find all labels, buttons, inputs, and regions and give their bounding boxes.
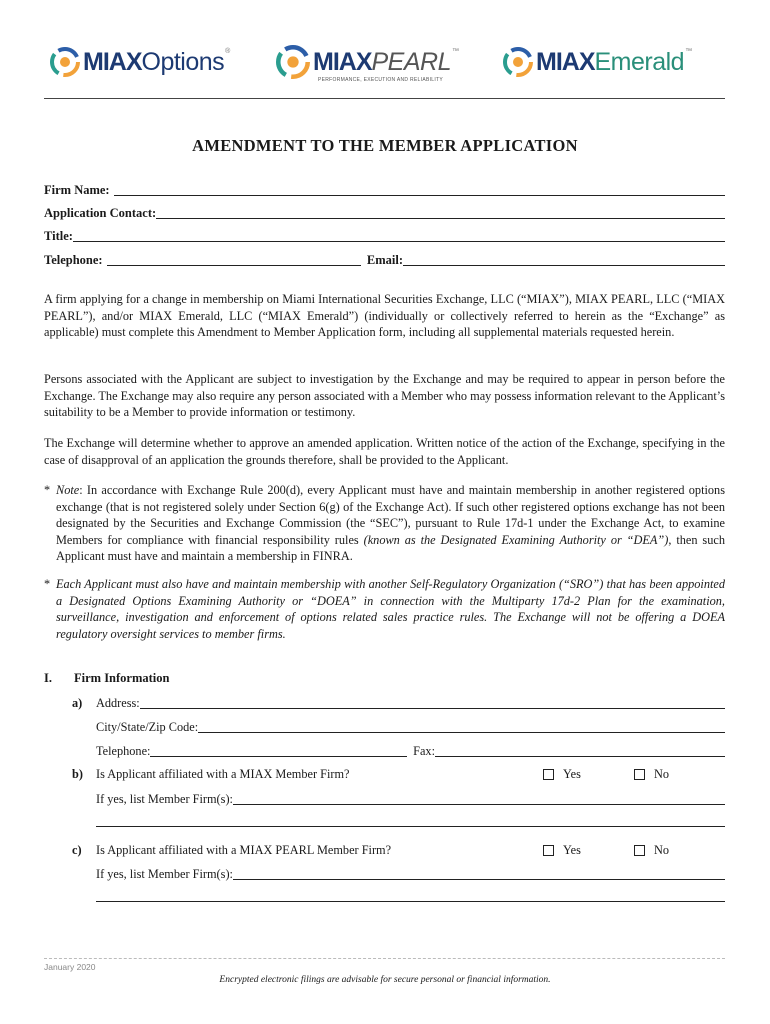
title-field[interactable]: Title: xyxy=(44,226,725,244)
application-contact-field[interactable]: Application Contact: xyxy=(44,203,725,221)
firm-name-field[interactable]: Firm Name: xyxy=(44,180,725,198)
section-firm-information: I. Firm Information xyxy=(44,671,170,685)
pearl-member-firms-field[interactable]: If yes, list Member Firm(s): xyxy=(96,864,725,882)
intro-paragraph: A firm applying for a change in membership on Miami International Securities Exchange, LLC (“MIAX”), MIAX PEARL, LLC (“MIAX PEARL”), and/or MIAX Emerald, LLC (“MIAX Emerald”) (individually or collectively referred to herein as the “Exchange” as applicable) must complete this Amendment to Member Application form, including all supplemental materials requested herein. xyxy=(44,292,725,339)
telephone-field[interactable] xyxy=(107,253,361,266)
pearl-tagline: PERFORMANCE, EXECUTION AND RELIABILITY xyxy=(318,77,444,83)
miax-pearl-logo: MIAXPEARL™ PERFORMANCE, EXECUTION AND RELIABILITY xyxy=(276,40,459,84)
footer-encryption-note: Encrypted electronic filings are advisable for secure personal or financial information. xyxy=(219,975,551,985)
header-divider xyxy=(44,98,725,99)
item-a-letter: a) xyxy=(72,696,83,710)
pearl-affiliation-yes-checkbox[interactable]: Yes xyxy=(543,843,581,858)
firm-phone-fax-row: Telephone: Fax: xyxy=(96,741,725,759)
miax-affiliation-yes-checkbox[interactable]: Yes xyxy=(543,767,581,782)
swirl-icon xyxy=(50,47,80,77)
investigation-paragraph: Persons associated with the Applicant are subject to investigation by the Exchange and may be required to appear in person before the Exchange. The Exchange may also require any person associated with a Member who may possess information relevant to the Applicant’s suitability to be a Member to provide information or testimony. xyxy=(44,372,725,419)
miax-member-firms-extra-line[interactable] xyxy=(96,826,725,827)
miax-affiliation-question: Is Applicant affiliated with a MIAX Member Firm? xyxy=(96,767,350,781)
address-field[interactable]: Address: xyxy=(96,693,725,711)
logo-bar xyxy=(48,40,728,90)
pearl-affiliation-no-checkbox[interactable]: No xyxy=(634,843,669,858)
swirl-icon xyxy=(276,45,310,79)
pearl-member-firms-extra-line[interactable] xyxy=(96,901,725,902)
note-doea: * Each Applicant must also have and maintain membership with another Self-Regulatory Organization (“SRO”) that has been appointed a Designated Options Examining Authority or “DOEA” in connection with the Multiparty 17d-2 Plan for the examination, surveillance, investigation and enforcement of options related sales practice rules. The Exchange will not be offering a DOEA regulatory oversight services to member firms. xyxy=(44,577,725,641)
item-c-letter: c) xyxy=(72,843,82,857)
email-field[interactable] xyxy=(403,253,725,266)
city-state-zip-field[interactable]: City/State/Zip Code: xyxy=(96,717,725,735)
miax-options-logo: MIAXOptions® xyxy=(50,40,230,84)
item-b-letter: b) xyxy=(72,767,83,781)
miax-affiliation-no-checkbox[interactable]: No xyxy=(634,767,669,782)
page-title: AMENDMENT TO THE MEMBER APPLICATION xyxy=(192,136,578,155)
note-rule-200d: * Note: In accordance with Exchange Rule 200(d), every Applicant must have and maintain membership in another registered options exchange (that is not registered solely under Section 6(g) of the Exchange Act). If such other registered options exchange has not been designated by the Securities and Exchange Commission (the “SEC”), pursuant to Rule 17d-1 under the Exchange Act, to examine Members for compliance with financial responsibility rules (known as the Designated Examining Authority or “DEA”), then such Applicant must have and maintain a membership in FINRA. xyxy=(44,483,725,563)
firm-telephone-field[interactable] xyxy=(150,744,407,757)
footer-date: January 2020 xyxy=(44,962,96,972)
swirl-icon xyxy=(503,47,533,77)
telephone-email-row: Telephone: Email: xyxy=(44,250,725,268)
firm-fax-field[interactable] xyxy=(435,744,725,757)
miax-emerald-logo: MIAXEmerald™ xyxy=(503,40,692,84)
pearl-affiliation-question: Is Applicant affiliated with a MIAX PEARL Member Firm? xyxy=(96,843,392,857)
footer-divider xyxy=(44,958,725,959)
approval-paragraph: The Exchange will determine whether to approve an amended application. Written notice of the action of the Exchange, specifying in the case of disapproval of an application the grounds therefore, shall be provided to the Applicant. xyxy=(44,436,725,467)
miax-member-firms-field[interactable]: If yes, list Member Firm(s): xyxy=(96,789,725,807)
